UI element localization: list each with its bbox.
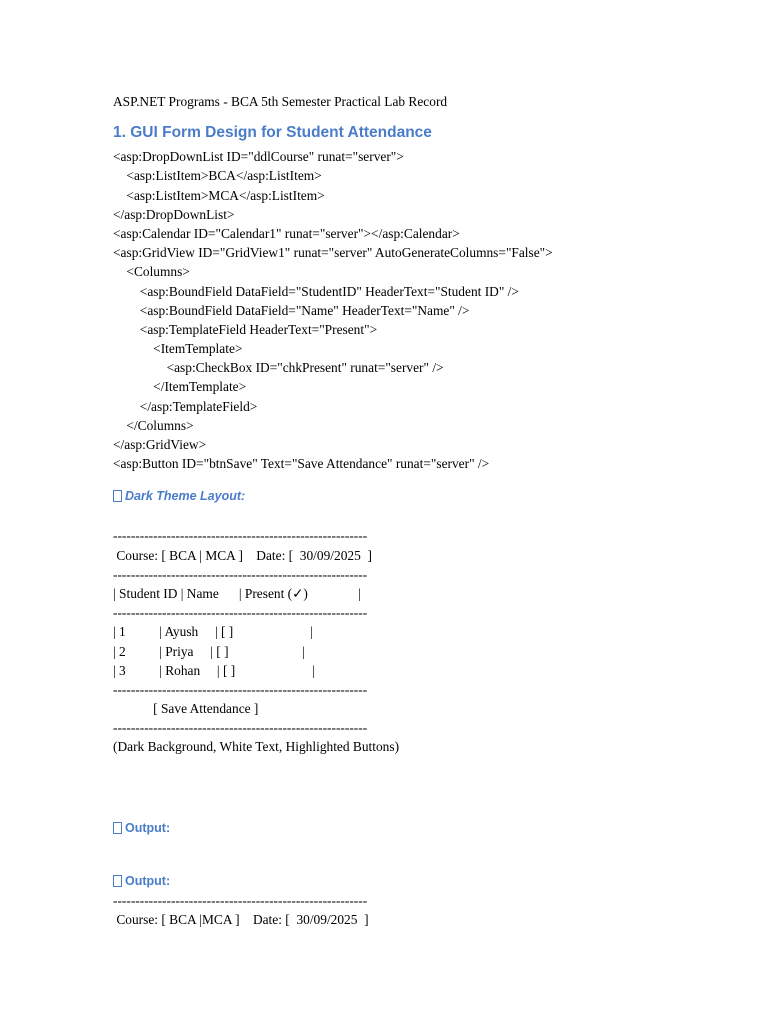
code-line: </asp:TemplateField>	[113, 398, 258, 414]
code-line: <asp:GridView ID="GridView1" runat="server" AutoGenerateColumns="False">	[113, 245, 553, 261]
mockup-line: ---------------------------------------------------------	[113, 605, 368, 621]
output-heading-text: Output:	[125, 820, 171, 835]
mockup-line: | 3 | Rohan | [ ] |	[113, 662, 315, 678]
code-block	[113, 147, 713, 473]
code-line: </ItemTemplate>	[113, 379, 247, 395]
code-line: <asp:ListItem>MCA</asp:ListItem>	[113, 187, 325, 203]
code-line: <asp:BoundField DataField="StudentID" HeaderText="Student ID" />	[113, 283, 519, 299]
code-line: </Columns>	[113, 417, 194, 433]
output-line: Course: [ BCA |MCA ] Date: [ 30/09/2025 ]	[113, 911, 369, 927]
output-heading-text: Output:	[125, 873, 171, 888]
code-line: <Columns>	[113, 264, 190, 280]
missing-glyph-icon	[113, 822, 122, 834]
missing-glyph-icon	[113, 875, 122, 887]
dark-theme-heading-text: Dark Theme Layout:	[125, 489, 246, 504]
code-line: </asp:GridView>	[113, 437, 207, 452]
code-line: <asp:CheckBox ID="chkPresent" runat="server" />	[113, 360, 444, 376]
code-line: <asp:Calendar ID="Calendar1" runat="server"></asp:Calendar>	[113, 225, 460, 241]
missing-glyph-icon	[113, 490, 122, 502]
document-title: ASP.NET Programs - BCA 5th Semester Practical Lab Record	[113, 94, 448, 109]
mockup-line: [ Save Attendance ]	[113, 701, 259, 717]
mockup-line: | 1 | Ayush | [ ] |	[113, 624, 313, 640]
mockup-line: Course: [ BCA | MCA ] Date: [ 30/09/2025 ]	[113, 547, 372, 563]
output-heading	[113, 872, 713, 891]
mockup-line: ---------------------------------------------------------	[113, 566, 368, 582]
output-heading	[113, 819, 713, 838]
code-line: <asp:BoundField DataField="Name" HeaderText="Name" />	[113, 302, 470, 318]
output-line: ---------------------------------------------------------	[113, 892, 368, 908]
mockup-line: | Student ID | Name | Present (✓) |	[113, 585, 361, 601]
mockup-line: | 2 | Priya | [ ] |	[113, 643, 305, 659]
mockup-line: ---------------------------------------------------------	[113, 681, 368, 697]
code-line: <asp:ListItem>BCA</asp:ListItem>	[113, 168, 322, 184]
output-mockup	[113, 891, 713, 929]
code-line: <asp:Button ID="btnSave" Text="Save Attendance" runat="server" />	[113, 456, 490, 472]
section-heading: 1. GUI Form Design for Student Attendance	[113, 124, 432, 142]
dark-theme-mockup	[113, 526, 713, 756]
code-line: <ItemTemplate>	[113, 341, 243, 357]
dark-theme-heading	[113, 487, 713, 506]
document-page	[113, 92, 713, 929]
code-line: <asp:DropDownList ID="ddlCourse" runat="server">	[113, 149, 404, 165]
code-line: <asp:TemplateField HeaderText="Present">	[113, 321, 378, 337]
mockup-line: ---------------------------------------------------------	[113, 720, 368, 736]
mockup-line: (Dark Background, White Text, Highlighted Buttons)	[113, 739, 400, 755]
code-line: </asp:DropDownList>	[113, 206, 235, 222]
mockup-line: ---------------------------------------------------------	[113, 528, 368, 544]
